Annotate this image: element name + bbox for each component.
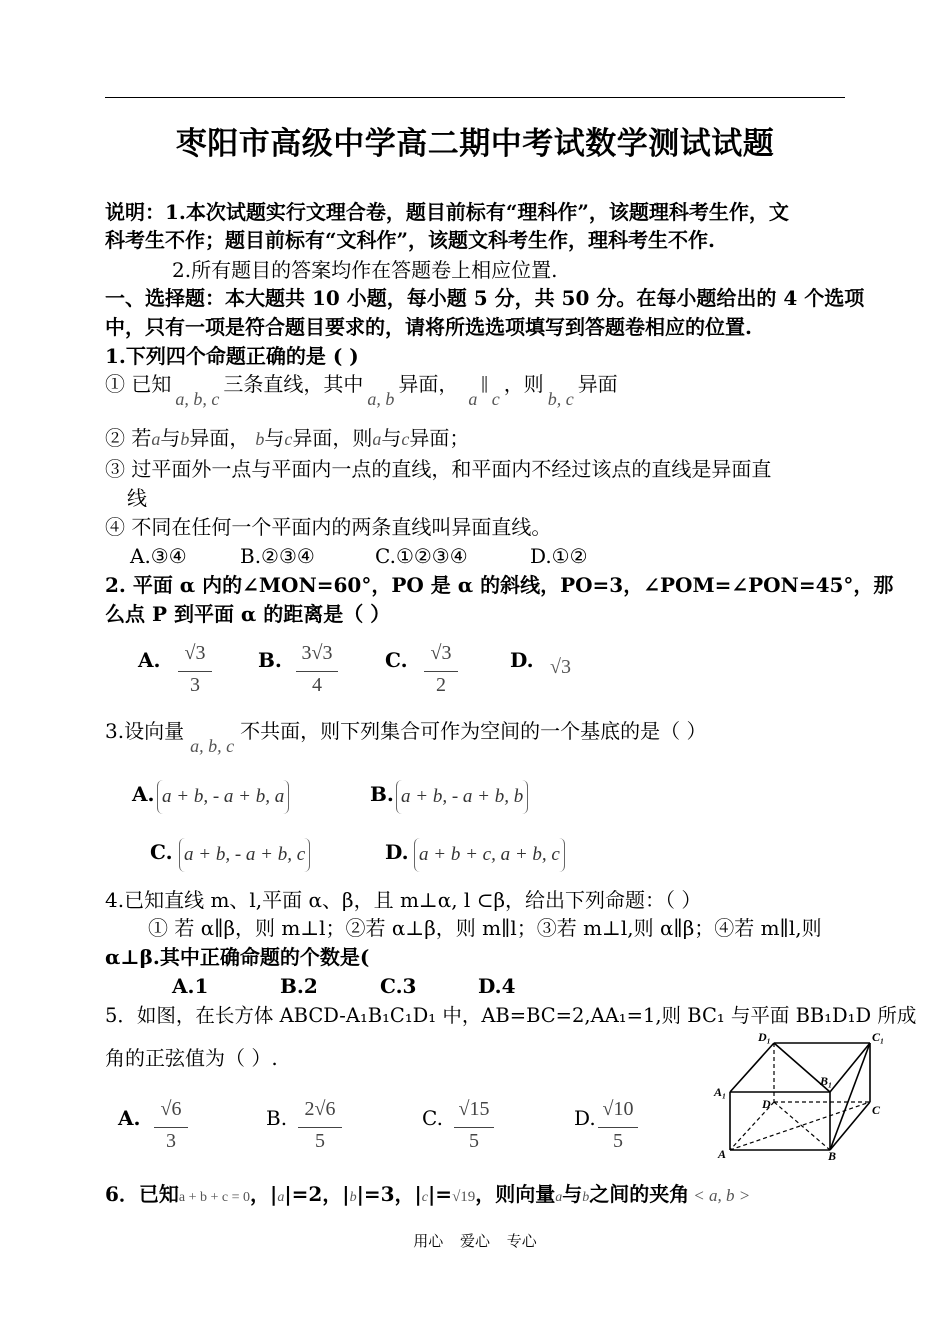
q1-p1-parallel: ∥ bbox=[480, 375, 489, 395]
q4-option-c: C.3 bbox=[380, 974, 417, 998]
q3-option-b-set: a + b, - a + b, b bbox=[396, 780, 528, 814]
q1-p1-a: a bbox=[468, 389, 478, 409]
q1-p1-text-d: ，则 bbox=[503, 372, 544, 396]
q5-b-denominator: 5 bbox=[315, 1130, 325, 1152]
q2-c-denominator: 2 bbox=[436, 674, 446, 696]
q5-a-denominator: 3 bbox=[166, 1130, 176, 1152]
q6-text-f: ，则向量 bbox=[475, 1182, 556, 1206]
q3-vars: a, b, c bbox=[190, 736, 235, 756]
q6-var-a: a bbox=[277, 1190, 285, 1205]
figure-label-b1: B₁ bbox=[820, 1074, 833, 1088]
q2-c-numerator: √3 bbox=[430, 642, 452, 664]
q5-c-denominator: 5 bbox=[469, 1130, 479, 1152]
figure-label-d: D bbox=[762, 1097, 771, 1111]
q5-label-c: C. bbox=[422, 1106, 443, 1130]
q6-sqrt19: √19 bbox=[452, 1189, 476, 1205]
q1-p1-bc: b, c bbox=[547, 389, 574, 409]
section-heading-line-2: 中，只有一项是符合题目要求的，请将所选选项填写到答题卷相应的位置. bbox=[105, 315, 752, 339]
q6-vector-sum: a + b + c = 0 bbox=[178, 1190, 251, 1205]
q3-label-c: C. bbox=[150, 840, 173, 864]
q3-option-d-set: a + b + c, a + b, c bbox=[414, 838, 565, 872]
q6-text-b: ，| bbox=[250, 1182, 278, 1206]
q6-text-h: 之间的夹角 bbox=[589, 1182, 690, 1206]
q1-p1-text-c: 异面， bbox=[398, 372, 459, 396]
q5-option-d-fraction bbox=[598, 1098, 638, 1153]
q5-c-numerator: √15 bbox=[458, 1098, 490, 1120]
q6-text-e: |= bbox=[428, 1182, 453, 1206]
q1-p2-var-b2: b bbox=[255, 429, 265, 449]
q5-line-1: 5．如图，在长方体 ABCD-A₁B₁C₁D₁ 中，AB=BC=2,AA₁=1,则 BC₁ 与平面 BB₁D₁D 所成 bbox=[105, 1004, 917, 1027]
q6-text-d: |=3，| bbox=[356, 1182, 422, 1206]
q5-a-numerator: √6 bbox=[160, 1098, 182, 1120]
q1-option-c: C.①②③④ bbox=[375, 544, 468, 568]
q3-stem-a: 3.设向量 bbox=[105, 719, 185, 743]
q6-line bbox=[105, 1180, 750, 1212]
q1-p2-text-g: 异面； bbox=[409, 426, 470, 450]
q6-text-c: |=2，| bbox=[284, 1182, 350, 1206]
q1-p2-text-e: 异面，则 bbox=[292, 426, 373, 450]
q2-label-c: C. bbox=[385, 648, 408, 672]
q1-option-b: B.②③④ bbox=[240, 544, 315, 568]
q1-prop-1 bbox=[105, 370, 618, 409]
q2-b-denominator: 4 bbox=[312, 674, 322, 696]
q4-line-2: ① 若 α∥β，则 m⊥l；②若 α⊥β，则 m∥l；③若 m⊥l,则 α∥β；④若 m∥l,则 bbox=[148, 916, 822, 940]
q3-label-d: D. bbox=[385, 840, 409, 864]
footer-item-2: 爱心 bbox=[459, 1232, 490, 1250]
q1-prop-2 bbox=[105, 424, 469, 453]
q1-p1-text-a: ① 已知 bbox=[105, 372, 172, 396]
footer-item-1: 用心 bbox=[413, 1232, 444, 1250]
q5-d-numerator: √10 bbox=[602, 1098, 634, 1120]
q4-option-b: B.2 bbox=[280, 974, 318, 998]
top-rule bbox=[105, 97, 845, 98]
q1-p1-ab: a, b bbox=[367, 389, 395, 409]
q6-var-b2: b bbox=[582, 1190, 590, 1205]
q1-option-d: D.①② bbox=[530, 544, 588, 568]
figure-label-d1: D₁ bbox=[758, 1030, 771, 1044]
q1-prop-3-line-2: 线 bbox=[127, 486, 147, 510]
q5-d-denominator: 5 bbox=[613, 1130, 623, 1152]
q6-text-a: 6．已知 bbox=[105, 1182, 179, 1206]
q2-line-1: 2. 平面 α 内的∠MON=60°，PO 是 α 的斜线，PO=3，∠POM=∠PON=45°，那 bbox=[105, 573, 894, 597]
q2-b-numerator: 3√3 bbox=[301, 642, 333, 664]
cuboid-figure bbox=[712, 1030, 892, 1160]
q1-p2-var-a2: a bbox=[372, 429, 382, 449]
q4-line-3: α⊥β.其中正确命题的个数是( bbox=[105, 945, 370, 969]
q1-p2-var-c2: c bbox=[401, 429, 410, 449]
q2-option-a-fraction bbox=[178, 642, 212, 697]
q5-option-c-fraction bbox=[454, 1098, 494, 1153]
q5-label-a: A. bbox=[118, 1106, 141, 1130]
q5-line-2: 角的正弦值为（ ）. bbox=[105, 1046, 278, 1070]
q6-text-g: 与 bbox=[562, 1182, 583, 1206]
section-heading-line-1: 一、选择题：本大题共 10 小题，每小题 5 分，共 50 分。在每小题给出的 4 个选项 bbox=[105, 286, 865, 310]
note-line-1: 说明：1.本次试题实行文理合卷，题目前标有“理科作”，该题理科考生作，文 bbox=[105, 200, 789, 224]
q6-var-a2: a bbox=[555, 1190, 563, 1205]
q5-label-b: B. bbox=[266, 1106, 288, 1130]
q5-label-d: D. bbox=[574, 1106, 596, 1130]
q3-stem bbox=[105, 717, 707, 756]
q3-stem-b: 不共面，则下列集合可作为空间的一个基底的是（ ） bbox=[240, 719, 707, 743]
q2-a-denominator: 3 bbox=[190, 674, 200, 696]
note-line-2: 科考生不作；题目前标有“文科作”，该题文科考生作，理科考生不作. bbox=[105, 228, 715, 252]
q1-p2-var-b: b bbox=[180, 429, 190, 449]
figure-label-b: B bbox=[828, 1149, 837, 1160]
q6-var-b: b bbox=[349, 1190, 357, 1205]
q1-prop-4: ④ 不同在任何一个平面内的两条直线叫异面直线。 bbox=[105, 515, 552, 539]
figure-label-a1: A₁ bbox=[714, 1085, 727, 1099]
q1-p2-text-b: 与 bbox=[160, 426, 181, 450]
q1-p2-var-a: a bbox=[151, 429, 161, 449]
q1-stem: 1.下列四个命题正确的是 ( ) bbox=[105, 344, 359, 368]
q1-p2-text-a: ② 若 bbox=[105, 426, 152, 450]
figure-label-c1: C₁ bbox=[872, 1030, 885, 1044]
q5-option-b-fraction bbox=[298, 1098, 342, 1153]
page-title: 枣阳市高级中学高二期中考试数学测试试题 bbox=[175, 126, 775, 162]
q1-p2-text-c: 异面， bbox=[189, 426, 250, 450]
q4-option-a: A.1 bbox=[172, 974, 209, 998]
q1-p1-text-e: 异面 bbox=[577, 372, 618, 396]
q5-option-a-fraction bbox=[154, 1098, 188, 1153]
q4-line-1: 4.已知直线 m、l,平面 α、β，且 m⊥α, l ⊂β，给出下列命题：（ ） bbox=[105, 888, 702, 912]
q6-angle: < a, b > bbox=[693, 1186, 751, 1205]
q1-p2-text-f: 与 bbox=[381, 426, 402, 450]
q4-option-d: D.4 bbox=[478, 974, 516, 998]
q2-option-d-value: √3 bbox=[550, 656, 571, 678]
q3-option-c-set: a + b, - a + b, c bbox=[179, 838, 310, 872]
q2-option-c-fraction bbox=[424, 642, 458, 697]
q2-option-b-fraction bbox=[296, 642, 338, 697]
q3-option-a-set: a + b, - a + b, a bbox=[157, 780, 289, 814]
q2-line-2: 么点 P 到平面 α 的距离是（ ） bbox=[105, 602, 391, 626]
note-line-3: 2.所有题目的答案均作在答题卷上相应位置. bbox=[172, 258, 558, 282]
q1-option-a: A.③④ bbox=[130, 544, 187, 568]
q1-prop-3-line-1: ③ 过平面外一点与平面内一点的直线，和平面内不经过该点的直线是异面直 bbox=[105, 457, 772, 481]
q3-label-b: B. bbox=[370, 782, 394, 806]
q1-p1-text-b: 三条直线，其中 bbox=[223, 372, 364, 396]
q1-p1-c: c bbox=[491, 389, 500, 409]
q5-b-numerator: 2√6 bbox=[304, 1098, 336, 1120]
q3-label-a: A. bbox=[132, 782, 155, 806]
footer-item-3: 专心 bbox=[506, 1232, 537, 1250]
q2-label-b: B. bbox=[258, 648, 282, 672]
figure-label-a: A bbox=[718, 1147, 727, 1160]
page-footer bbox=[0, 1230, 950, 1251]
q1-p2-var-c: c bbox=[284, 429, 293, 449]
q6-var-c: c bbox=[421, 1190, 429, 1205]
figure-label-c: C bbox=[872, 1103, 881, 1117]
q1-p2-text-d: 与 bbox=[264, 426, 285, 450]
q2-label-d: D. bbox=[510, 648, 534, 672]
q2-a-numerator: √3 bbox=[184, 642, 206, 664]
q2-label-a: A. bbox=[138, 648, 161, 672]
q1-p1-abc: a, b, c bbox=[175, 389, 220, 409]
